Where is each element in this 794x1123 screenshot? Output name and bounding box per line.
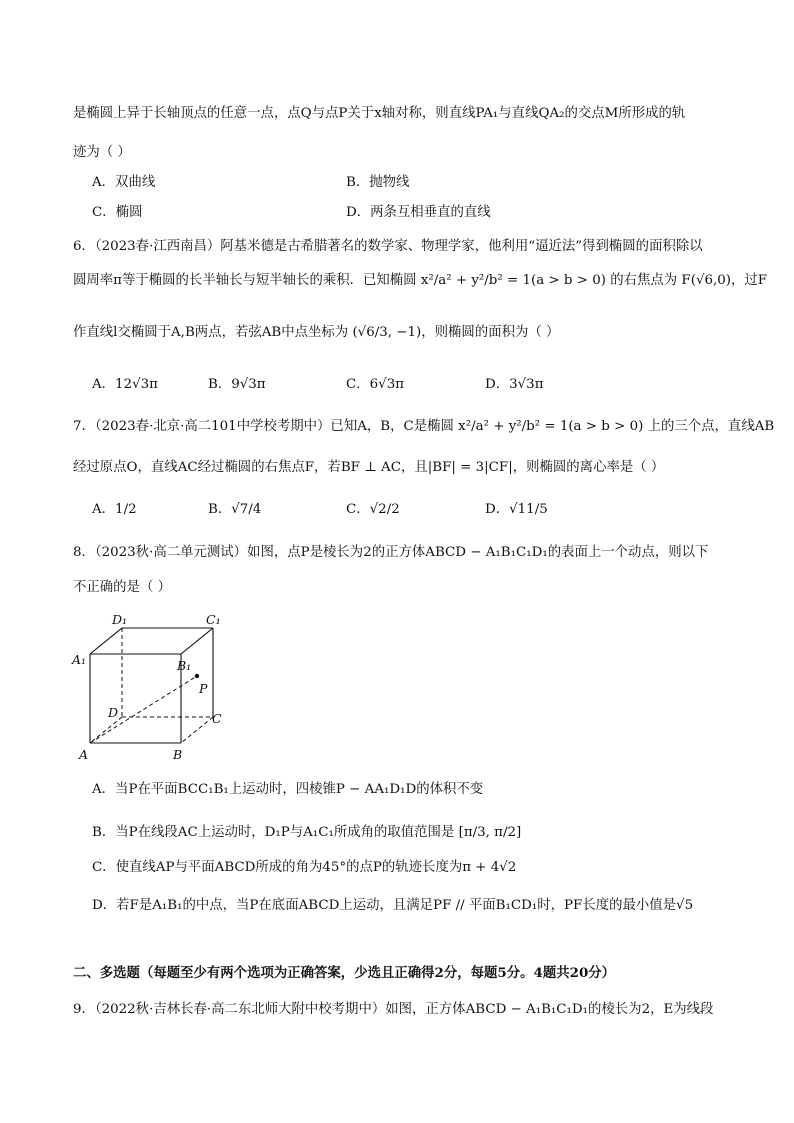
q8-option-d: D．若F是A₁B₁的中点，当P在底面ABCD上运动，且满足PF // 平面B₁CD₁时，PF长度的最小值是√5 [92, 898, 694, 913]
cube-figure [70, 610, 240, 765]
q8-option-c: C．使直线AP与平面ABCD所成的角为45°的点P的轨迹长度为π + 4√2 [92, 860, 517, 875]
point-p [195, 674, 199, 678]
q7-line1: 7．（2023春·北京·高二101中学校考期中）已知A，B，C是椭圆 x²/a² + y²/b² = 1(a > b > 0) 上的三个点，直线AB [73, 419, 775, 434]
q8-line2: 不正确的是（ ） [73, 580, 171, 595]
q5-option-d: D．两条互相垂直的直线 [346, 205, 491, 220]
q5-option-b: B．抛物线 [346, 175, 410, 190]
label-b1: B₁ [177, 658, 192, 673]
q7-option-b: B．√7/4 [208, 502, 262, 517]
q8-option-b: B．当P在线段AC上运动时，D₁P与A₁C₁所成角的取值范围是 [π/3, π/2] [92, 825, 522, 840]
label-b: B [173, 747, 183, 762]
q6-option-c: C．6√3π [346, 377, 405, 392]
q5-option-c: C．椭圆 [92, 205, 143, 220]
q6-line1: 6．（2023春·江西南昌）阿基米德是古希腊著名的数学家、物理学家，他利用“逼近法”得到椭圆的面积除以 [73, 239, 703, 254]
edge-d-a [90, 717, 122, 743]
q8-line1: 8．（2023秋·高二单元测试）如图，点P是棱长为2的正方体ABCD − A₁B₁C₁D₁的表面上一个动点，则以下 [73, 545, 709, 560]
q6-option-a: A．12√3π [92, 377, 158, 392]
q6-line3: 作直线l交椭圆于A,B两点，若弦AB中点坐标为 (√6/3, −1)，则椭圆的面积为（ ） [73, 325, 560, 340]
q5-option-a: A．双曲线 [92, 175, 156, 190]
section-heading: 二、多选题（每题至少有两个选项为正确答案，少选且正确得2分，每题5分。4题共20分） [73, 965, 616, 981]
label-p: P [199, 681, 208, 696]
q9-line1: 9．（2022秋·吉林长春·高二东北师大附中校考期中）如图，正方体ABCD − A₁B₁C₁D₁的棱长为2，E为线段 [73, 1002, 714, 1017]
edge-c-b [181, 717, 213, 743]
edge-c1-b1 [181, 628, 213, 654]
label-a: A [79, 747, 89, 762]
q6-line2: 圆周率π等于椭圆的长半轴长与短半轴长的乘积．已知椭圆 x²/a² + y²/b² = 1(a > b > 0) 的右焦点为 F(√6,0)，过F [73, 273, 768, 288]
q8-option-a: A．当P在平面BCC₁B₁上运动时，四棱锥P − AA₁D₁D的体积不变 [92, 782, 484, 797]
label-c1: C₁ [206, 612, 221, 627]
q6-option-d: D．3√3π [485, 377, 544, 392]
label-d: D [108, 705, 119, 720]
q5-line1: 是椭圆上异于长轴顶点的任意一点，点Q与点P关于x轴对称，则直线PA₁与直线QA₂的交点M所形成的轨 [73, 106, 686, 121]
q7-option-a: A．1/2 [92, 502, 137, 517]
q7-option-c: C．√2/2 [346, 502, 400, 517]
edge-d1-a1 [90, 628, 122, 654]
label-a1: A₁ [72, 652, 87, 667]
q6-option-b: B．9√3π [208, 377, 266, 392]
label-c: C [212, 711, 222, 726]
q5-line2: 迹为（ ） [73, 145, 131, 160]
q7-line2: 经过原点O，直线AC经过椭圆的右焦点F，若BF ⊥ AC，且|BF| = 3|CF|，则椭圆的离心率是（ ） [73, 460, 665, 475]
label-d1: D₁ [112, 612, 128, 627]
q7-option-d: D．√11/5 [485, 502, 548, 517]
